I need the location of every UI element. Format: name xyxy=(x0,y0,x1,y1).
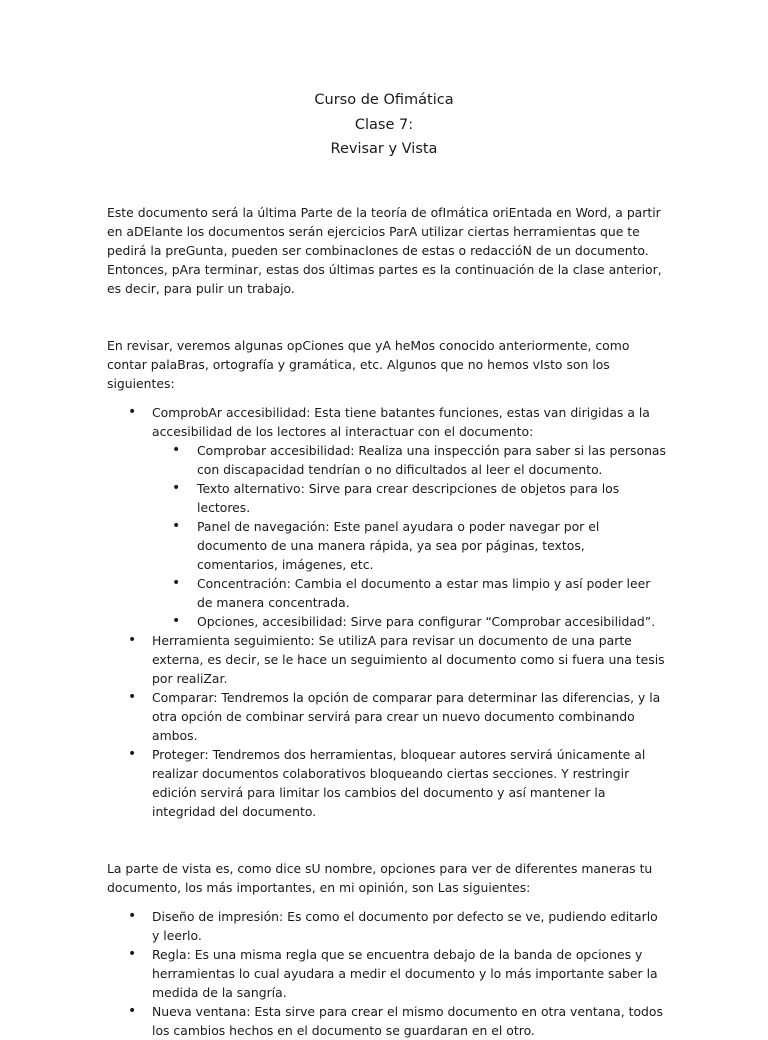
course-title: Curso de Ofimática xyxy=(314,92,454,108)
sublist-item: • Comprobar accesibilidad: Realiza una inspección para saber si las personas con discapacidad tendrían o no dificultados al leer el documento. xyxy=(152,441,667,479)
sublist-item: • Texto alternativo: Sirve para crear descripciones de objetos para los lectores. xyxy=(152,479,667,517)
class-topic: Revisar y Vista xyxy=(330,141,438,157)
document-body xyxy=(107,203,667,1040)
list-item: • Regla: Es una misma regla que se encuentra debajo de la banda de opciones y herramientas lo cual ayudara a medir el documento y lo más importante saber la medida de la sangría. xyxy=(107,945,667,1002)
vista-intro-paragraph: La parte de vista es, como dice sU nombre, opciones para ver de diferentes maneras tu documento, los más importantes, en mi opinión, son Las siguientes: xyxy=(107,861,653,895)
list-item xyxy=(107,403,667,631)
list-item: • Comparar: Tendremos la opción de comparar para determinar las diferencias, y la otra opción de combinar servirá para crear un nuevo documento combinando ambos. xyxy=(107,688,667,745)
accesibilidad-sublist xyxy=(152,441,667,631)
sublist-item: • Concentración: Cambia el documento a estar mas limpio y así poder leer de manera concentrada. xyxy=(152,574,667,612)
title-block xyxy=(0,88,768,162)
class-number: Clase 7: xyxy=(354,116,414,133)
sublist-item: • Panel de navegación: Este panel ayudara o poder navegar por el documento de una manera rápida, ya sea por páginas, textos, comentarios, imágenes, etc. xyxy=(152,517,667,574)
sublist-item: • Opciones, accesibilidad: Sirve para configurar “Comprobar accesibilidad”. xyxy=(152,612,667,631)
revisar-list xyxy=(107,403,667,821)
list-item: • Herramienta seguimiento: Se utilizA para revisar un documento de una parte externa, es decir, se le hace un seguimiento al documento como si fuera una tesis por realiZar. xyxy=(107,631,667,688)
list-item-text: ComprobAr accesibilidad: Esta tiene batantes funciones, estas van dirigidas a la accesibilidad de los lectores al interactuar con el documento: xyxy=(152,405,650,439)
vista-list xyxy=(107,907,667,1040)
revisar-intro-paragraph: En revisar, veremos algunas opCiones que yA heMos conocido anteriormente, como contar palaBras, ortografía y gramática, etc. Algunos que no hemos vIsto son los siguientes: xyxy=(107,338,630,391)
list-item: • Proteger: Tendremos dos herramientas, bloquear autores servirá únicamente al realizar documentos colaborativos bloqueando ciertas secciones. Y restringir edición servirá para limitar los cambios del documento y así mantener la integridad del documento. xyxy=(107,745,667,821)
intro-paragraph: Este documento será la última Parte de la teoría de ofImática oriEntada en Word, a partir en aDElante los documentos serán ejercicios ParA utilizar ciertas herramientas que te pedirá la preGunta, pueden ser combinacIones de estas o redacciόN de un documento. Entonces, pAra terminar, estas dos últimas partes es la continuación de la clase anterior, es decir, para pulir un trabajo. xyxy=(107,205,662,296)
list-item: • Diseño de impresión: Es como el documento por defecto se ve, pudiendo editarlo y leerlo. xyxy=(107,907,667,945)
list-item: • Nueva ventana: Esta sirve para crear el mismo documento en otra ventana, todos los cambios hechos en el documento se guardaran en el otro. xyxy=(107,1002,667,1040)
